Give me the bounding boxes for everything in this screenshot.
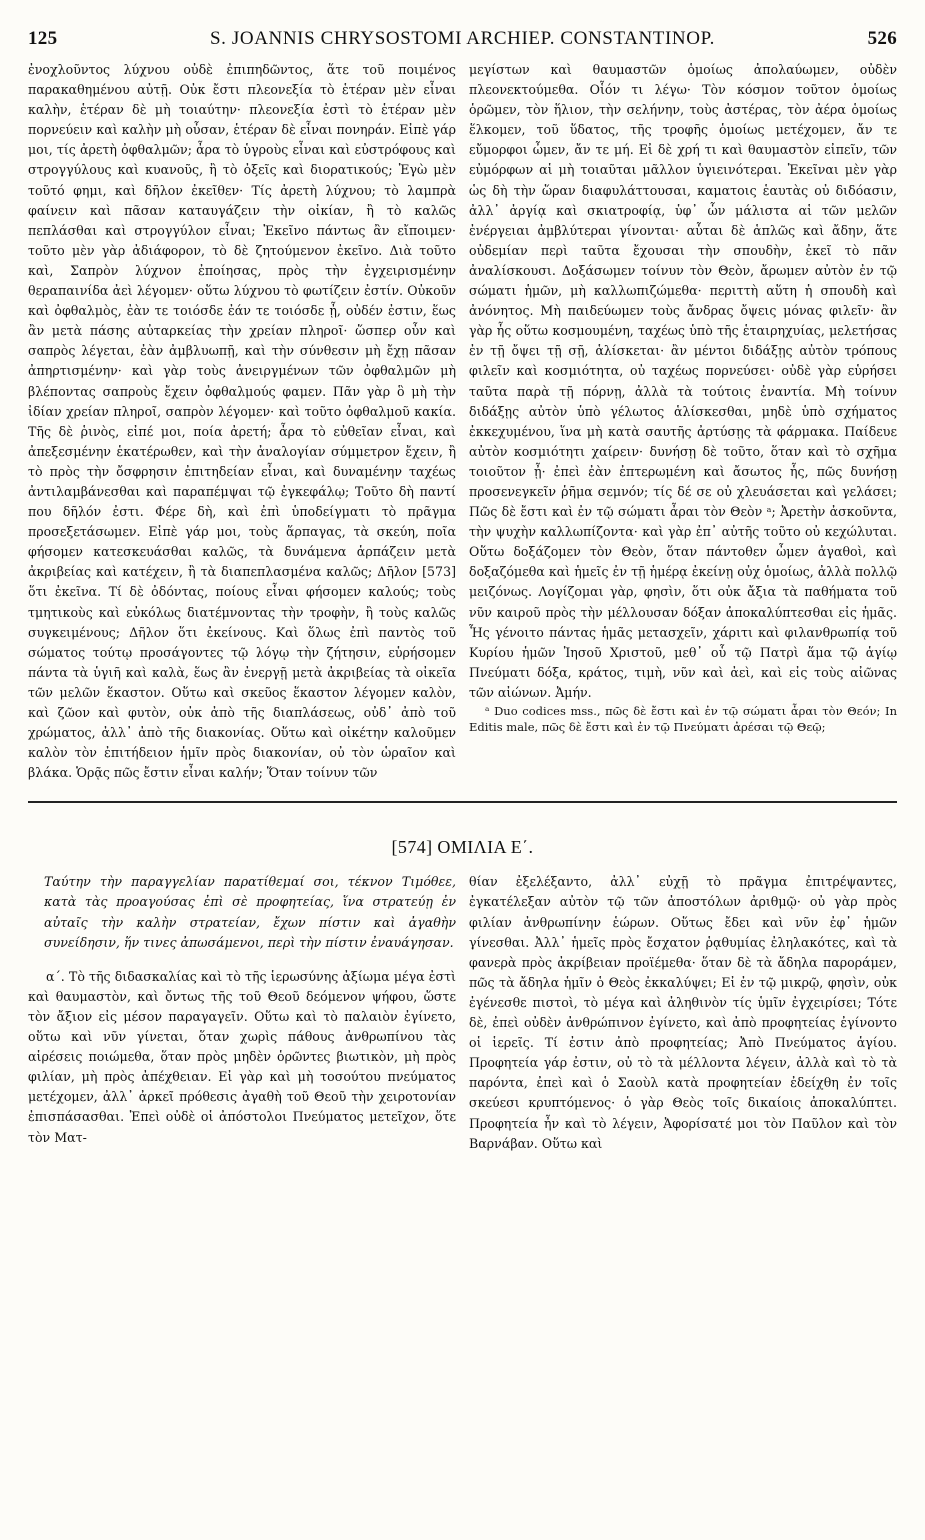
- right-column-text: μεγίστων καὶ θαυμαστῶν ὁμοίως ἀπολαύωμεν, οὐδὲν πλεονεκτούμεθα. Οἷόν τι λέγω· Τὸν κόσμον τοῦτον ὁμοίως ὁρῶμεν, τὸν ἥλιον, τὴν σελήνην, τοὺς ἀστέρας, τὸν ἀέρα ὁμοίως ἕλκομεν, τοῦ ὕδατος, τῆς τροφῆς ὁμοίως μετέχομεν, ἄν τε εὔμορφοι ὦμεν, ἄν τε μή. Εἰ δὲ χρή τι καὶ θαυμαστὸν εἰπεῖν, τῶν εὐμόρφων αἱ μὴ τοιαῦται μᾶλλον ὑγιεινότεραι. Ἐκεῖναι μὲν γὰρ ὡς δὴ τὴν ὥραν διαφυλάττουσαι, καματοις ἑαυτὰς οὐ διδόασιν, ἀλλ᾽ ἀργίᾳ καὶ σκιατροφίᾳ, ὑφ᾽ ὧν μάλιστα αἱ τῶν μελῶν ἐνέργειαι ἀμβλύτεραι γίνονται· αὗται δὲ ἁπλῶς καὶ ἄδην, ἅτε οὐδεμίαν περὶ ταῦτα ἔχουσαι τὴν σπουδὴν, ἐκεῖ τὸ πᾶν ἀναλίσκουσι. Δοξάσωμεν τοίνυν τὸν Θεὸν, ἄρωμεν αὐτὸν ἐν τῷ σώματι ἡμῶν, μὴ καλλωπιζώμεθα· περιττὴ αὕτη ἡ σπουδὴ καὶ ἀνόνητος. Μὴ παιδεύωμεν τοὺς ἄνδρας ὄψεις μόνας φιλεῖν· ἂν γὰρ ἧς οὕτω κοσμουμένη, ταχέως ὑπὸ τῆς ἑταιρηχυίας, μελετήσας ἐν τῇ ὄψει τῇ σῇ, ἁλίσκεται· ἂν μέντοι διδάξῃς αὐτὸν τρόπους φιλεῖν καὶ κοσμιότητα, οὐ ταχέως πορνεύσει· οὐδὲ γὰρ εὑρήσει ταῦτα παρὰ τῇ πόρνῃ, ἀλλὰ τὰ τούτοις ἐναντία. Μὴ τοίνυν διδάξῃς αὐτὸν ὑπὸ γέλωτος ἁλίσκεσθαι, μηδὲ ὑπὸ σχήματος ἐκκεχυμένου, ἵνα μὴ κατὰ σαυτῆς ἀρτύσῃς τὰ φάρμακα. Παίδευε αὐτὸν κοσμιότητι χαίρειν· δυνήσῃ δὲ τοῦτο, ὅταν καὶ τὸ σχῆμα τοιοῦτον ᾖ· ἐπεὶ ἐὰν ἐπτερωμένη καὶ ἄσωτος ἧς, πῶς δυνήσῃ προσενεγκεῖν ῥῆμα σεμνόν; τίς δέ σε οὐ χλευάσεται καὶ γελάσει; Πῶς δὲ ἔστι καὶ ἐν τῷ σώματι ἆραι τὸν Θεὸν ᵃ; Ἀρετὴν ἀσκοῦντα, τὴν ψυχὴν καλλωπίζοντα· καὶ γὰρ ἐπ᾽ αὐτῆς τοῦτο οὐ κεχώλυται. Οὕτω δοξάζομεν τὸν Θεὸν, ὅταν πάντοθεν ὦμεν ἀγαθοὶ, καὶ δοξαζόμεθα καὶ ἡμεῖς ἐν τῇ ἡμέρᾳ ἐκείνῃ οὐχ ὁμοίως, ἀλλὰ πολλῷ μειζόνως. Λογίζομαι γὰρ, φησὶν, ὅτι οὐκ ἄξια τὰ παθήματα τοῦ νῦν καιροῦ πρὸς τὴν μέλλουσαν δόξαν ἀποκαλύπτεσθαι εἰς ἡμᾶς. Ἧς γένοιτο πάντας ἡμᾶς μετασχεῖν, χάριτι καὶ φιλανθρωπίᾳ τοῦ Κυρίου ἡμῶν Ἰησοῦ Χριστοῦ, μεθ᾽ οὗ τῷ Πατρὶ ἅμα τῷ ἁγίῳ Πνεύματι δόξα, κράτος, τιμὴ, νῦν καὶ ἀεὶ, καὶ εἰς τοὺς αἰῶνας τῶν αἰώνων. Ἀμήν.: [469, 62, 897, 700]
- left-column: [28, 60, 456, 783]
- page-number-left: 125: [28, 28, 58, 49]
- section-rule: [28, 801, 897, 803]
- left-column-text: ἐνοχλοῦντος λύχνου οὐδὲ ἐπιπηδῶντος, ἅτε τοῦ ποιμένος παρακαθημένου αὐτῇ. Οὐκ ἔστι πλεονεξία τὸ ἑτέραν μὲν εἶναι καλὴν, ἑτέραν δὲ μὴ τοιαύτην· πλεονεξία ἐστὶ τὸ ἑτέραν μὲν πορνεύειν καὶ καλὴν μὴ οὖσαν, ἑτέραν δὲ εἶναι πονηράν. Εἰπὲ γάρ μοι, τίς ἀρετὴ ὀφθαλμῶν; ἆρα τὸ ὑγροὺς εἶναι καὶ εὐστρόφους καὶ στρογγύλους καὶ κυανοῦς, ἢ τὸ ὀξεῖς καὶ διορατικούς; Ἐγὼ μὲν τοῦτό φημι, καὶ δῆλον ἐκεῖθεν· Τίς ἀρετὴ λύχνου; τὸ λαμπρὰ φαίνειν καὶ πᾶσαν καταυγάζειν τὴν οἰκίαν, ἢ τὸ καλῶς πεπλάσθαι καὶ στρογγύλον εἶναι; Ἐκεῖνο πάντως ἂν εἴποιμεν· τοῦτο μὲν γὰρ ἀδιάφορον, τὸ δὲ ζητούμενον ἐκεῖνο. Διὰ τοῦτο καὶ, Σαπρὸν λύχνον ἐποίησας, πρὸς τὴν ἐγχειρισμένην θεραπαινίδα ἀεὶ λέγομεν· οὕτω λύχνου τὸ φωτίζειν ἐστίν. Οὐκοῦν καὶ ὀφθαλμὸς, ἐὰν τε τοιόσδε ἐάν τε τοιόσδε ᾖ, οὐδέν ἐστιν, ἕως ἂν μετὰ πάσης αὐταρκείας τὴν χρείαν πληροῖ· ὥσπερ οὖν καὶ σαπρὸς λέγεται, ἐὰν ἀμβλυωπῇ, καὶ τὴν σύνθεσιν μὴ ἔχῃ πᾶσαν ἀπηρτισμένην· καὶ γὰρ τοὺς ἀνειργμένων τῶν ὀφθαλμῶν μὴ βλέποντας σαπροὺς ἔχειν ὀφθαλμούς φαμεν. Πᾶν γὰρ ὃ μὴ τὴν ἰδίαν χρείαν πληροῖ, σαπρὸν λέγομεν· καὶ τοῦτο ὀφθαλμοῦ κακία. Τῆς δὲ ῥινὸς, εἰπέ μοι, ποία ἀρετή; ἆρα τὸ εὐθεῖαν εἶναι, καὶ ἀπεξεσμένην ἑκατέρωθεν, καὶ τὴν ἀναλογίαν σύμμετρον ἔχειν, ἢ τὸ πρὸς τὴν ὄσφρησιν ἐπιτηδείαν εἶναι, καὶ δυναμένην ταχέως ἀντιλαμβάνεσθαι καὶ παραπέμψαι τῷ ἐγκεφάλῳ; Τοῦτο δὴ παντί που δῆλόν ἐστι. Φέρε δὴ, καὶ ἐπὶ ὑποδείγματι τὸ πρᾶγμα προσεξετάσωμεν. Εἰπὲ γάρ μοι, τοὺς ἅρπαγας, τὰ σκεύη, ποῖα φήσομεν κατεσκευάσθαι καλῶς, τὰ δυνάμενα ἁρπάζειν μετὰ ἀκριβείας καὶ κατέχειν, ἢ τὰ διαπεπλασμένα καλῶς; Δῆλον [573] ὅτι ἐκεῖνα. Τί δὲ ὀδόντας, ποίους εἶναι φήσομεν καλούς; τοὺς τμητικοὺς καὶ εὐκόλως διατέμνοντας τὴν τροφὴν, ἢ τοὺς καλῶς συγκειμένους; Δῆλον ὅτι ἐκείνους. Καὶ ὅλως ἐπὶ παντὸς τοῦ σώματος τούτῳ προσάγοντες τῷ λόγῳ τὴν ζήτησιν, εὑρήσομεν πάντα τὰ ὑγιῆ καὶ καλὰ, ἕως ἂν ἐνεργῇ μετὰ ἀκριβείας τὰ οἰκεῖα τῶν μελῶν ἕκαστον. Οὕτω καὶ σκεῦος ἕκαστον λέγομεν καλὸν, καὶ ζῶον καὶ φυτὸν, οὐκ ἀπὸ τῆς διαπλάσεως, οὐδ᾽ ἀπὸ τοῦ χρώματος, ἀλλ᾽ ἀπὸ τῆς διακονίας. Οὕτω καὶ οἰκέτην καλοῦμεν καλὸν τὸν ἐπιτήδειον ἡμῖν πρὸς διακονίαν, οὐ τὸν ὡραῖον καὶ βλάκα. Ὁρᾷς πῶς ἔστιν εἶναι καλήν; Ὅταν τοίνυν τῶν: [28, 62, 456, 781]
- footnote: ᵃ Duo codices mss., πῶς δὲ ἔστι καὶ ἐν τῷ σώματι ἆραι τὸν Θεόν; In Editis male, πῶς δὲ ἔστι καὶ ἐν τῷ Πνεύματι ἀρέσαι τῷ Θεῷ;: [469, 704, 897, 734]
- homily-right-text: θίαν ἐξελέξαντο, ἀλλ᾽ εὐχῇ τὸ πρᾶγμα ἐπιτρέψαντες, ἐγκατέλεξαν αὐτὸν τῷ τῶν ἀποστόλων ἀριθμῷ· οὐ γὰρ πρὸς φιλίαν ἀνθρωπίνην ἑώρων. Οὕτως ἔδει καὶ νῦν ἐφ᾽ ἡμῶν γίνεσθαι. Ἀλλ᾽ ἡμεῖς πρὸς ἔσχατον ῥᾳθυμίας ἐληλακότες, καὶ τὰ φανερὰ πρὸς ἀκρίβειαν προϊέμεθα· ὅταν δὲ τὰ ἄδηλα παροράμεν, πῶς τὰ ἄδηλα ἡμῖν ὁ Θεὸς ἐκκαλύψει; Εἰ ἐν τῷ μικρῷ, φησὶν, οὐκ ἐγένεσθε πιστοὶ, τὸ μέγα καὶ ἀληθινὸν τίς ὑμῖν ἐγχειρίσει; Τότε δὲ, ἐπεὶ οὐδὲν ἀνθρώπινον ἐγίνετο, καὶ ἀπὸ προφητείας ἐγίνοντο οἱ ἱερεῖς. Τί ἐστιν ἀπὸ προφητείας; Ἀπὸ Πνεύματος ἁγίου. Προφητεία γάρ ἐστιν, οὐ τὸ τὰ μέλλοντα λέγειν, ἀλλὰ καὶ τὸ τὰ παρόντα, ἐπεὶ καὶ ὁ Σαοὺλ κατὰ προφητείαν ἐδείχθη ἐν τοῖς σκεύεσι κρυπτόμενος· ὁ γὰρ Θεὸς τοῖς δικαίοις ἀποκαλύπτει. Προφητεία ἦν καὶ τὸ λέγειν, Ἀφορίσατέ μοι τὸν Παῦλον καὶ τὸν Βαρνάβαν. Οὕτω καὶ: [469, 874, 897, 1151]
- homily-right-column: [469, 872, 897, 1153]
- running-head: [28, 28, 897, 54]
- running-title: S. JOANNIS CHRYSOSTOMI ARCHIEP. CONSTANTINOP.: [210, 28, 715, 49]
- upper-columns: [28, 60, 897, 783]
- homily-title: [574] ΟΜΙΛΙΑ Ε΄.: [391, 837, 534, 858]
- scripture-lemma: Ταύτην τὴν παραγγελίαν παρατίθεμαί σοι, τέκνον Τιμόθεε, κατὰ τὰς προαγούσας ἐπὶ σὲ προφητείας, ἵνα στρατεύῃ ἐν αὐταῖς τὴν καλὴν στρατείαν, ἔχων πίστιν καὶ ἀγαθὴν συνείδησιν, ἥν τινες ἀπωσάμενοι, περὶ τὴν πίστιν ἐναυάγησαν.: [44, 874, 456, 950]
- right-column: [469, 60, 897, 783]
- page-number-right: 526: [867, 28, 897, 49]
- homily-left-text: α΄. Τὸ τῆς διδασκαλίας καὶ τὸ τῆς ἱερωσύνης ἀξίωμα μέγα ἐστὶ καὶ θαυμαστὸν, καὶ ὄντως τῆς τοῦ Θεοῦ δεόμενον ψήφου, ὥστε τὸν ἄξιον εἰς μέσον παραγαγεῖν. Οὕτω καὶ τὸ παλαιὸν ἐγίνετο, οὕτω καὶ νῦν γίνεται, ὅταν χωρὶς πάθους ἀνθρωπίνου τὰς αἱρέσεις ποιώμεθα, ὅταν πρὸς μηδὲν ὁρῶντες βιωτικὸν, μὴ πρὸς φιλίαν, μὴ πρὸς ἀπέχθειαν. Εἰ γὰρ καὶ μὴ τοσούτου πνεύματος μετέχομεν, ἀλλ᾽ ἀρκεῖ πρόθεσις ἀγαθὴ τοῦ Θεοῦ τὴν χειροτονίαν ἐπισπάσασθαι. Ἐπεὶ οὐδὲ οἱ ἀπόστολοι Πνεύματος μετεῖχον, ὅτε τὸν Ματ-: [28, 968, 456, 1145]
- homily-columns: [28, 872, 897, 1153]
- homily-left-column: [28, 872, 456, 1153]
